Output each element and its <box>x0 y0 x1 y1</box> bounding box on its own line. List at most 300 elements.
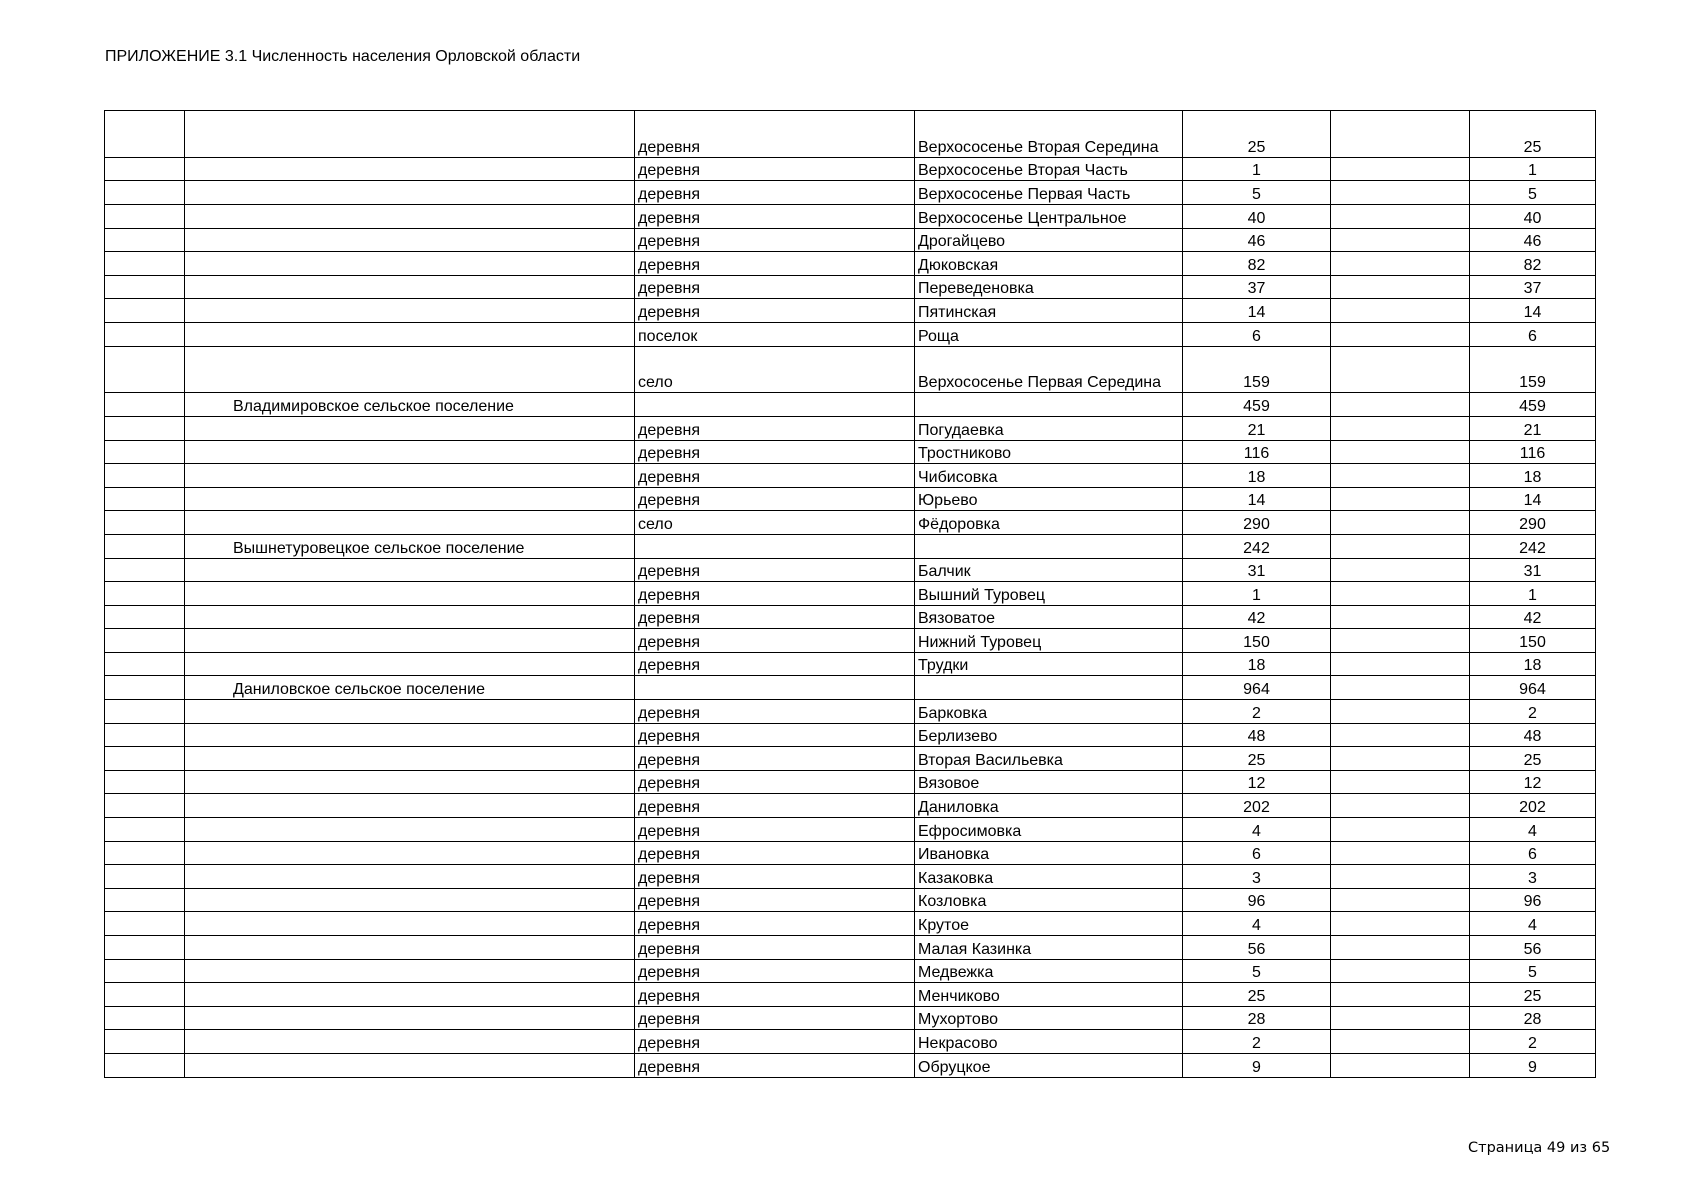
place-type-cell: деревня <box>635 1053 915 1077</box>
place-type-cell: деревня <box>635 252 915 276</box>
settlement-row <box>105 676 1596 700</box>
total-population-cell: 1 <box>1183 157 1331 181</box>
rural-population-cell: 14 <box>1470 299 1596 323</box>
rural-population-cell: 46 <box>1470 228 1596 252</box>
total-population-cell: 18 <box>1183 652 1331 676</box>
settlement-cell <box>185 275 635 299</box>
settlement-cell <box>185 1006 635 1030</box>
table-row <box>105 322 1596 346</box>
place-type-cell: деревня <box>635 111 915 158</box>
urban-population-cell <box>1331 346 1470 393</box>
settlement-cell <box>185 181 635 205</box>
total-population-cell: 2 <box>1183 1030 1331 1054</box>
rural-population-cell: 5 <box>1470 959 1596 983</box>
settlement-cell <box>185 888 635 912</box>
region-cell <box>105 936 185 960</box>
place-type-cell: деревня <box>635 1006 915 1030</box>
urban-population-cell <box>1331 1053 1470 1077</box>
urban-population-cell <box>1331 723 1470 747</box>
population-table <box>104 110 1596 1078</box>
rural-population-cell: 459 <box>1470 393 1596 417</box>
region-cell <box>105 322 185 346</box>
place-name-cell: Малая Казинка <box>915 936 1183 960</box>
rural-population-cell: 4 <box>1470 818 1596 842</box>
settlement-cell <box>185 936 635 960</box>
region-cell <box>105 605 185 629</box>
place-type-cell: деревня <box>635 652 915 676</box>
total-population-cell: 3 <box>1183 865 1331 889</box>
settlement-cell: Владимировское сельское поселение <box>185 393 635 417</box>
table-row <box>105 605 1596 629</box>
place-type-cell: деревня <box>635 275 915 299</box>
rural-population-cell: 1 <box>1470 582 1596 606</box>
urban-population-cell <box>1331 912 1470 936</box>
urban-population-cell <box>1331 888 1470 912</box>
place-type-cell: деревня <box>635 440 915 464</box>
rural-population-cell: 28 <box>1470 1006 1596 1030</box>
place-type-cell: деревня <box>635 204 915 228</box>
place-type-cell: деревня <box>635 629 915 653</box>
urban-population-cell <box>1331 440 1470 464</box>
urban-population-cell <box>1331 582 1470 606</box>
place-name-cell: Вышний Туровец <box>915 582 1183 606</box>
place-name-cell: Вязоватое <box>915 605 1183 629</box>
rural-population-cell: 40 <box>1470 204 1596 228</box>
place-type-cell <box>635 393 915 417</box>
table-row <box>105 487 1596 511</box>
settlement-cell <box>185 111 635 158</box>
rural-population-cell: 4 <box>1470 912 1596 936</box>
place-name-cell: Обруцкое <box>915 1053 1183 1077</box>
table-row <box>105 511 1596 535</box>
urban-population-cell <box>1331 111 1470 158</box>
region-cell <box>105 275 185 299</box>
table-row <box>105 440 1596 464</box>
urban-population-cell <box>1331 487 1470 511</box>
urban-population-cell <box>1331 770 1470 794</box>
total-population-cell: 202 <box>1183 794 1331 818</box>
place-name-cell: Балчик <box>915 558 1183 582</box>
settlement-row <box>105 393 1596 417</box>
table-row <box>105 888 1596 912</box>
place-name-cell: Верхососенье Первая Часть <box>915 181 1183 205</box>
place-name-cell <box>915 393 1183 417</box>
table-row <box>105 652 1596 676</box>
place-type-cell: деревня <box>635 983 915 1007</box>
settlement-cell <box>185 747 635 771</box>
urban-population-cell <box>1331 983 1470 1007</box>
region-cell <box>105 558 185 582</box>
urban-population-cell <box>1331 1006 1470 1030</box>
place-name-cell: Юрьево <box>915 487 1183 511</box>
total-population-cell: 964 <box>1183 676 1331 700</box>
region-cell <box>105 204 185 228</box>
place-type-cell: деревня <box>635 487 915 511</box>
table-row <box>105 157 1596 181</box>
total-population-cell: 4 <box>1183 912 1331 936</box>
place-name-cell: Дюковская <box>915 252 1183 276</box>
urban-population-cell <box>1331 534 1470 558</box>
table-row <box>105 747 1596 771</box>
urban-population-cell <box>1331 605 1470 629</box>
total-population-cell: 1 <box>1183 582 1331 606</box>
place-type-cell: деревня <box>635 841 915 865</box>
region-cell <box>105 865 185 889</box>
place-type-cell: деревня <box>635 582 915 606</box>
place-name-cell: Тростниково <box>915 440 1183 464</box>
place-name-cell: Погудаевка <box>915 416 1183 440</box>
table-row <box>105 299 1596 323</box>
place-name-cell: Роща <box>915 322 1183 346</box>
rural-population-cell: 56 <box>1470 936 1596 960</box>
place-type-cell: деревня <box>635 865 915 889</box>
settlement-cell <box>185 346 635 393</box>
rural-population-cell: 202 <box>1470 794 1596 818</box>
table-row <box>105 865 1596 889</box>
table-row <box>105 111 1596 158</box>
settlement-cell <box>185 959 635 983</box>
region-cell <box>105 393 185 417</box>
region-cell <box>105 841 185 865</box>
place-name-cell: Верхососенье Вторая Часть <box>915 157 1183 181</box>
urban-population-cell <box>1331 652 1470 676</box>
region-cell <box>105 794 185 818</box>
place-name-cell: Ивановка <box>915 841 1183 865</box>
place-type-cell: поселок <box>635 322 915 346</box>
settlement-cell <box>185 228 635 252</box>
rural-population-cell: 3 <box>1470 865 1596 889</box>
rural-population-cell: 242 <box>1470 534 1596 558</box>
total-population-cell: 25 <box>1183 747 1331 771</box>
settlement-cell <box>185 322 635 346</box>
total-population-cell: 14 <box>1183 487 1331 511</box>
place-name-cell: Переведеновка <box>915 275 1183 299</box>
rural-population-cell: 14 <box>1470 487 1596 511</box>
region-cell <box>105 111 185 158</box>
table-row <box>105 1006 1596 1030</box>
place-type-cell: деревня <box>635 558 915 582</box>
rural-population-cell: 2 <box>1470 700 1596 724</box>
settlement-cell <box>185 487 635 511</box>
region-cell <box>105 511 185 535</box>
urban-population-cell <box>1331 322 1470 346</box>
region-cell <box>105 252 185 276</box>
total-population-cell: 116 <box>1183 440 1331 464</box>
page-number: Страница 49 из 65 <box>1468 1140 1611 1156</box>
settlement-cell <box>185 794 635 818</box>
settlement-cell <box>185 629 635 653</box>
rural-population-cell: 1 <box>1470 157 1596 181</box>
place-type-cell: деревня <box>635 1030 915 1054</box>
total-population-cell: 25 <box>1183 111 1331 158</box>
settlement-cell <box>185 818 635 842</box>
settlement-cell <box>185 770 635 794</box>
settlement-cell <box>185 252 635 276</box>
place-name-cell: Верхососенье Первая Середина <box>915 346 1183 393</box>
place-type-cell: деревня <box>635 416 915 440</box>
place-type-cell: деревня <box>635 157 915 181</box>
total-population-cell: 21 <box>1183 416 1331 440</box>
settlement-cell <box>185 464 635 488</box>
place-name-cell <box>915 534 1183 558</box>
total-population-cell: 159 <box>1183 346 1331 393</box>
urban-population-cell <box>1331 511 1470 535</box>
place-name-cell: Трудки <box>915 652 1183 676</box>
place-name-cell: Ефросимовка <box>915 818 1183 842</box>
total-population-cell: 290 <box>1183 511 1331 535</box>
settlement-cell: Даниловское сельское поселение <box>185 676 635 700</box>
place-type-cell: село <box>635 511 915 535</box>
total-population-cell: 40 <box>1183 204 1331 228</box>
total-population-cell: 2 <box>1183 700 1331 724</box>
place-name-cell: Дрогайцево <box>915 228 1183 252</box>
place-type-cell: деревня <box>635 747 915 771</box>
rural-population-cell: 37 <box>1470 275 1596 299</box>
urban-population-cell <box>1331 747 1470 771</box>
urban-population-cell <box>1331 157 1470 181</box>
place-name-cell: Медвежка <box>915 959 1183 983</box>
place-type-cell: деревня <box>635 299 915 323</box>
table-row <box>105 770 1596 794</box>
table-row <box>105 983 1596 1007</box>
region-cell <box>105 629 185 653</box>
rural-population-cell: 25 <box>1470 111 1596 158</box>
urban-population-cell <box>1331 629 1470 653</box>
settlement-cell <box>185 1030 635 1054</box>
region-cell <box>105 818 185 842</box>
region-cell <box>105 723 185 747</box>
total-population-cell: 5 <box>1183 181 1331 205</box>
region-cell <box>105 157 185 181</box>
table-row <box>105 841 1596 865</box>
rural-population-cell: 964 <box>1470 676 1596 700</box>
settlement-cell <box>185 1053 635 1077</box>
region-cell <box>105 487 185 511</box>
table-row <box>105 416 1596 440</box>
place-type-cell: деревня <box>635 181 915 205</box>
settlement-cell <box>185 605 635 629</box>
table-row <box>105 959 1596 983</box>
place-name-cell: Чибисовка <box>915 464 1183 488</box>
rural-population-cell: 82 <box>1470 252 1596 276</box>
table-row <box>105 936 1596 960</box>
rural-population-cell: 2 <box>1470 1030 1596 1054</box>
total-population-cell: 28 <box>1183 1006 1331 1030</box>
place-type-cell: деревня <box>635 888 915 912</box>
urban-population-cell <box>1331 252 1470 276</box>
place-name-cell: Верхососенье Центральное <box>915 204 1183 228</box>
place-type-cell: деревня <box>635 959 915 983</box>
region-cell <box>105 346 185 393</box>
urban-population-cell <box>1331 959 1470 983</box>
total-population-cell: 4 <box>1183 818 1331 842</box>
region-cell <box>105 582 185 606</box>
place-name-cell: Мухортово <box>915 1006 1183 1030</box>
table-row <box>105 558 1596 582</box>
rural-population-cell: 21 <box>1470 416 1596 440</box>
table-row <box>105 818 1596 842</box>
place-name-cell: Менчиково <box>915 983 1183 1007</box>
rural-population-cell: 31 <box>1470 558 1596 582</box>
urban-population-cell <box>1331 393 1470 417</box>
total-population-cell: 242 <box>1183 534 1331 558</box>
place-name-cell: Некрасово <box>915 1030 1183 1054</box>
page-header-title: ПРИЛОЖЕНИЕ 3.1 Численность населения Орловской области <box>105 48 581 65</box>
urban-population-cell <box>1331 299 1470 323</box>
table-row <box>105 723 1596 747</box>
total-population-cell: 6 <box>1183 322 1331 346</box>
settlement-cell <box>185 157 635 181</box>
region-cell <box>105 1030 185 1054</box>
place-name-cell: Вторая Васильевка <box>915 747 1183 771</box>
place-name-cell: Берлизево <box>915 723 1183 747</box>
total-population-cell: 46 <box>1183 228 1331 252</box>
total-population-cell: 42 <box>1183 605 1331 629</box>
table-row <box>105 1030 1596 1054</box>
place-name-cell: Вязовое <box>915 770 1183 794</box>
total-population-cell: 459 <box>1183 393 1331 417</box>
settlement-cell <box>185 700 635 724</box>
settlement-cell <box>185 440 635 464</box>
rural-population-cell: 6 <box>1470 322 1596 346</box>
place-name-cell: Барковка <box>915 700 1183 724</box>
settlement-cell <box>185 723 635 747</box>
urban-population-cell <box>1331 275 1470 299</box>
table-row <box>105 629 1596 653</box>
rural-population-cell: 6 <box>1470 841 1596 865</box>
settlement-cell <box>185 511 635 535</box>
total-population-cell: 25 <box>1183 983 1331 1007</box>
table-row <box>105 346 1596 393</box>
rural-population-cell: 18 <box>1470 652 1596 676</box>
total-population-cell: 14 <box>1183 299 1331 323</box>
rural-population-cell: 116 <box>1470 440 1596 464</box>
urban-population-cell <box>1331 1030 1470 1054</box>
table-row <box>105 464 1596 488</box>
total-population-cell: 18 <box>1183 464 1331 488</box>
place-name-cell: Нижний Туровец <box>915 629 1183 653</box>
place-name-cell: Казаковка <box>915 865 1183 889</box>
place-name-cell: Верхососенье Вторая Середина <box>915 111 1183 158</box>
settlement-cell <box>185 299 635 323</box>
place-name-cell: Козловка <box>915 888 1183 912</box>
table-row <box>105 912 1596 936</box>
region-cell <box>105 416 185 440</box>
urban-population-cell <box>1331 865 1470 889</box>
settlement-cell <box>185 204 635 228</box>
rural-population-cell: 12 <box>1470 770 1596 794</box>
region-cell <box>105 912 185 936</box>
urban-population-cell <box>1331 558 1470 582</box>
urban-population-cell <box>1331 228 1470 252</box>
region-cell <box>105 440 185 464</box>
place-name-cell: Пятинская <box>915 299 1183 323</box>
rural-population-cell: 25 <box>1470 747 1596 771</box>
urban-population-cell <box>1331 841 1470 865</box>
region-cell <box>105 299 185 323</box>
place-name-cell: Фёдоровка <box>915 511 1183 535</box>
urban-population-cell <box>1331 794 1470 818</box>
place-name-cell <box>915 676 1183 700</box>
region-cell <box>105 747 185 771</box>
settlement-cell <box>185 582 635 606</box>
urban-population-cell <box>1331 818 1470 842</box>
urban-population-cell <box>1331 464 1470 488</box>
total-population-cell: 12 <box>1183 770 1331 794</box>
total-population-cell: 56 <box>1183 936 1331 960</box>
table-row <box>105 582 1596 606</box>
region-cell <box>105 676 185 700</box>
table-row <box>105 181 1596 205</box>
rural-population-cell: 290 <box>1470 511 1596 535</box>
place-name-cell: Даниловка <box>915 794 1183 818</box>
settlement-cell <box>185 912 635 936</box>
settlement-cell <box>185 865 635 889</box>
urban-population-cell <box>1331 700 1470 724</box>
place-type-cell <box>635 676 915 700</box>
table-row <box>105 275 1596 299</box>
total-population-cell: 37 <box>1183 275 1331 299</box>
place-type-cell: деревня <box>635 794 915 818</box>
place-type-cell: деревня <box>635 770 915 794</box>
region-cell <box>105 228 185 252</box>
total-population-cell: 150 <box>1183 629 1331 653</box>
total-population-cell: 31 <box>1183 558 1331 582</box>
settlement-cell <box>185 983 635 1007</box>
rural-population-cell: 42 <box>1470 605 1596 629</box>
urban-population-cell <box>1331 204 1470 228</box>
place-type-cell: деревня <box>635 723 915 747</box>
urban-population-cell <box>1331 936 1470 960</box>
urban-population-cell <box>1331 181 1470 205</box>
settlement-cell <box>185 652 635 676</box>
place-type-cell: деревня <box>635 605 915 629</box>
rural-population-cell: 159 <box>1470 346 1596 393</box>
rural-population-cell: 48 <box>1470 723 1596 747</box>
table-row <box>105 1053 1596 1077</box>
region-cell <box>105 181 185 205</box>
rural-population-cell: 150 <box>1470 629 1596 653</box>
total-population-cell: 96 <box>1183 888 1331 912</box>
settlement-cell <box>185 841 635 865</box>
settlement-row <box>105 534 1596 558</box>
region-cell <box>105 1053 185 1077</box>
total-population-cell: 9 <box>1183 1053 1331 1077</box>
place-type-cell: деревня <box>635 228 915 252</box>
table-row <box>105 228 1596 252</box>
place-type-cell: деревня <box>635 912 915 936</box>
region-cell <box>105 700 185 724</box>
table-row <box>105 204 1596 228</box>
table-row <box>105 794 1596 818</box>
place-name-cell: Крутое <box>915 912 1183 936</box>
total-population-cell: 5 <box>1183 959 1331 983</box>
place-type-cell: деревня <box>635 936 915 960</box>
region-cell <box>105 770 185 794</box>
region-cell <box>105 464 185 488</box>
rural-population-cell: 9 <box>1470 1053 1596 1077</box>
settlement-cell: Вышнетуровецкое сельское поселение <box>185 534 635 558</box>
region-cell <box>105 959 185 983</box>
total-population-cell: 48 <box>1183 723 1331 747</box>
rural-population-cell: 25 <box>1470 983 1596 1007</box>
urban-population-cell <box>1331 676 1470 700</box>
table-row <box>105 700 1596 724</box>
rural-population-cell: 96 <box>1470 888 1596 912</box>
region-cell <box>105 534 185 558</box>
place-type-cell <box>635 534 915 558</box>
urban-population-cell <box>1331 416 1470 440</box>
